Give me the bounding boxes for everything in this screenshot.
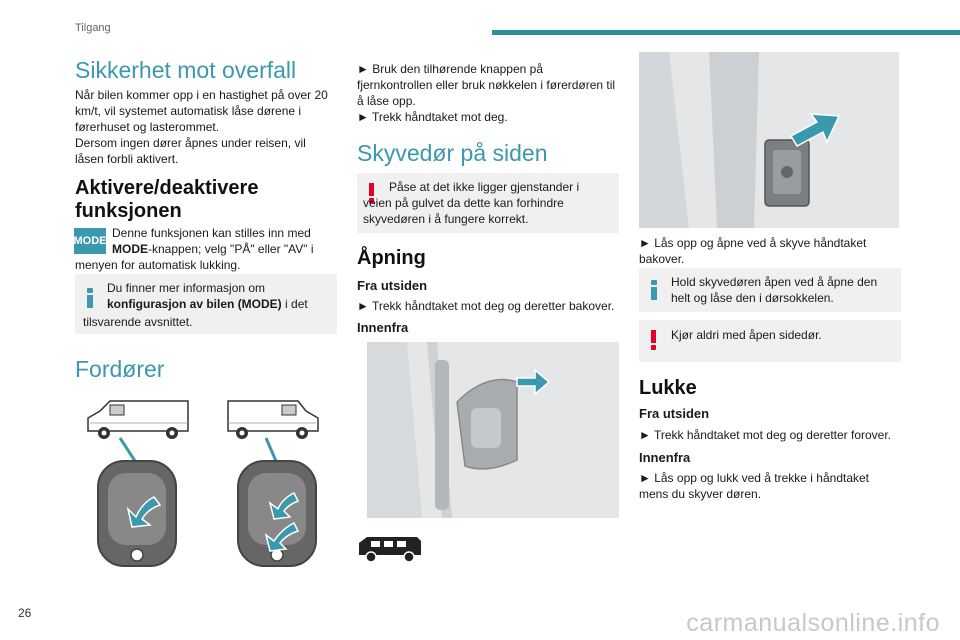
col2-step-unlock: ► Bruk den tilhørende knappen på fjernkontrollen eller bruk nøkkelen i førerdøren til å låse opp. [357, 62, 616, 108]
warning-floor-text: Påse at det ikke ligger gjenstander i veien på gulvet da dette kan forhindre skyvedøren i å fungere korrekt. [363, 180, 580, 226]
mode-text-rest: -knappen; velg "PÅ" eller "AV" i [148, 242, 314, 256]
subsection-title-line2: funksjonen [75, 200, 182, 222]
subsection-apning: Åpning [357, 247, 426, 269]
info-icon [87, 288, 93, 308]
mode-button-icon: MODE [74, 228, 106, 254]
door-handle-right-icon [238, 461, 316, 566]
warning-box-open-door [639, 320, 901, 362]
page-number: 26 [18, 606, 32, 620]
info-door-open-text: Hold skyvedøren åpen ved å åpne den helt og låse den i dørsokkelen. [671, 275, 878, 305]
col3-step-slide: ► Lås opp og åpne ved å skyve håndtaket bakover. [639, 236, 867, 266]
col2-step-pull: ► Trekk håndtaket mot deg. [357, 110, 508, 124]
col3-step-outside: ► Trekk håndtaket mot deg og deretter forover. [639, 428, 892, 442]
warning-box-floor [357, 173, 619, 233]
subsection-lukke: Lukke [639, 377, 697, 399]
sliding-door-inside-illustration [367, 342, 619, 518]
from-outside-heading: Fra utsiden [639, 406, 710, 421]
info-line2 [107, 296, 308, 312]
col3-step-inside: ► Lås opp og lukk ved å trekke i håndtaket mens du skyver døren. [639, 471, 870, 501]
watermark: carmanualsonline.info [686, 609, 940, 637]
minibus-icon [357, 533, 423, 565]
from-inside-heading: Innenfra [357, 320, 409, 335]
info-icon [651, 280, 657, 300]
info-line1: Du finner mer informasjon om [107, 281, 266, 295]
mode-text-line1: Denne funksjonen kan stilles inn med [112, 226, 311, 240]
mode-text-line2 [112, 241, 314, 257]
van-right-icon [228, 401, 318, 439]
section-label: Tilgang [75, 22, 111, 34]
front-door-illustration [80, 393, 342, 568]
warning-icon [651, 330, 656, 350]
mode-text-line3: menyen for automatisk lukking. [75, 258, 241, 272]
info-after-bold: i det [281, 297, 308, 311]
header-bar [492, 30, 960, 35]
info-line3: tilsvarende avsnittet. [83, 315, 193, 329]
info-box-door-open [639, 268, 901, 312]
from-inside-heading: Innenfra [639, 450, 691, 465]
sliding-door-handle-illustration [639, 52, 899, 228]
col2-step-outside: ► Trekk håndtaket mot deg og deretter bakover. [357, 299, 615, 313]
overfall-paragraph-2: Dersom ingen dører åpnes under reisen, vil låsen forbli aktivert. [75, 136, 306, 166]
van-left-icon [88, 401, 188, 439]
door-handle-left-icon [98, 461, 176, 566]
info-bold: konfigurasjon av bilen (MODE) [107, 297, 282, 311]
warning-open-door-text: Kjør aldri med åpen sidedør. [671, 328, 822, 342]
section-title-fordorer: Fordører [75, 356, 165, 382]
section-title-skyvedor: Skyvedør på siden [357, 140, 548, 166]
from-outside-heading: Fra utsiden [357, 278, 428, 293]
section-title-overfall: Sikkerhet mot overfall [75, 57, 297, 83]
overfall-paragraph-1: Når bilen kommer opp i en hastighet på over 20 km/t, vil systemet automatisk låse dørene i førerhuset og lasterommet. [75, 88, 328, 134]
info-box-mode [75, 274, 337, 334]
subsection-title-line1: Aktivere/deaktivere [75, 177, 259, 199]
mode-bold: MODE [112, 242, 148, 256]
